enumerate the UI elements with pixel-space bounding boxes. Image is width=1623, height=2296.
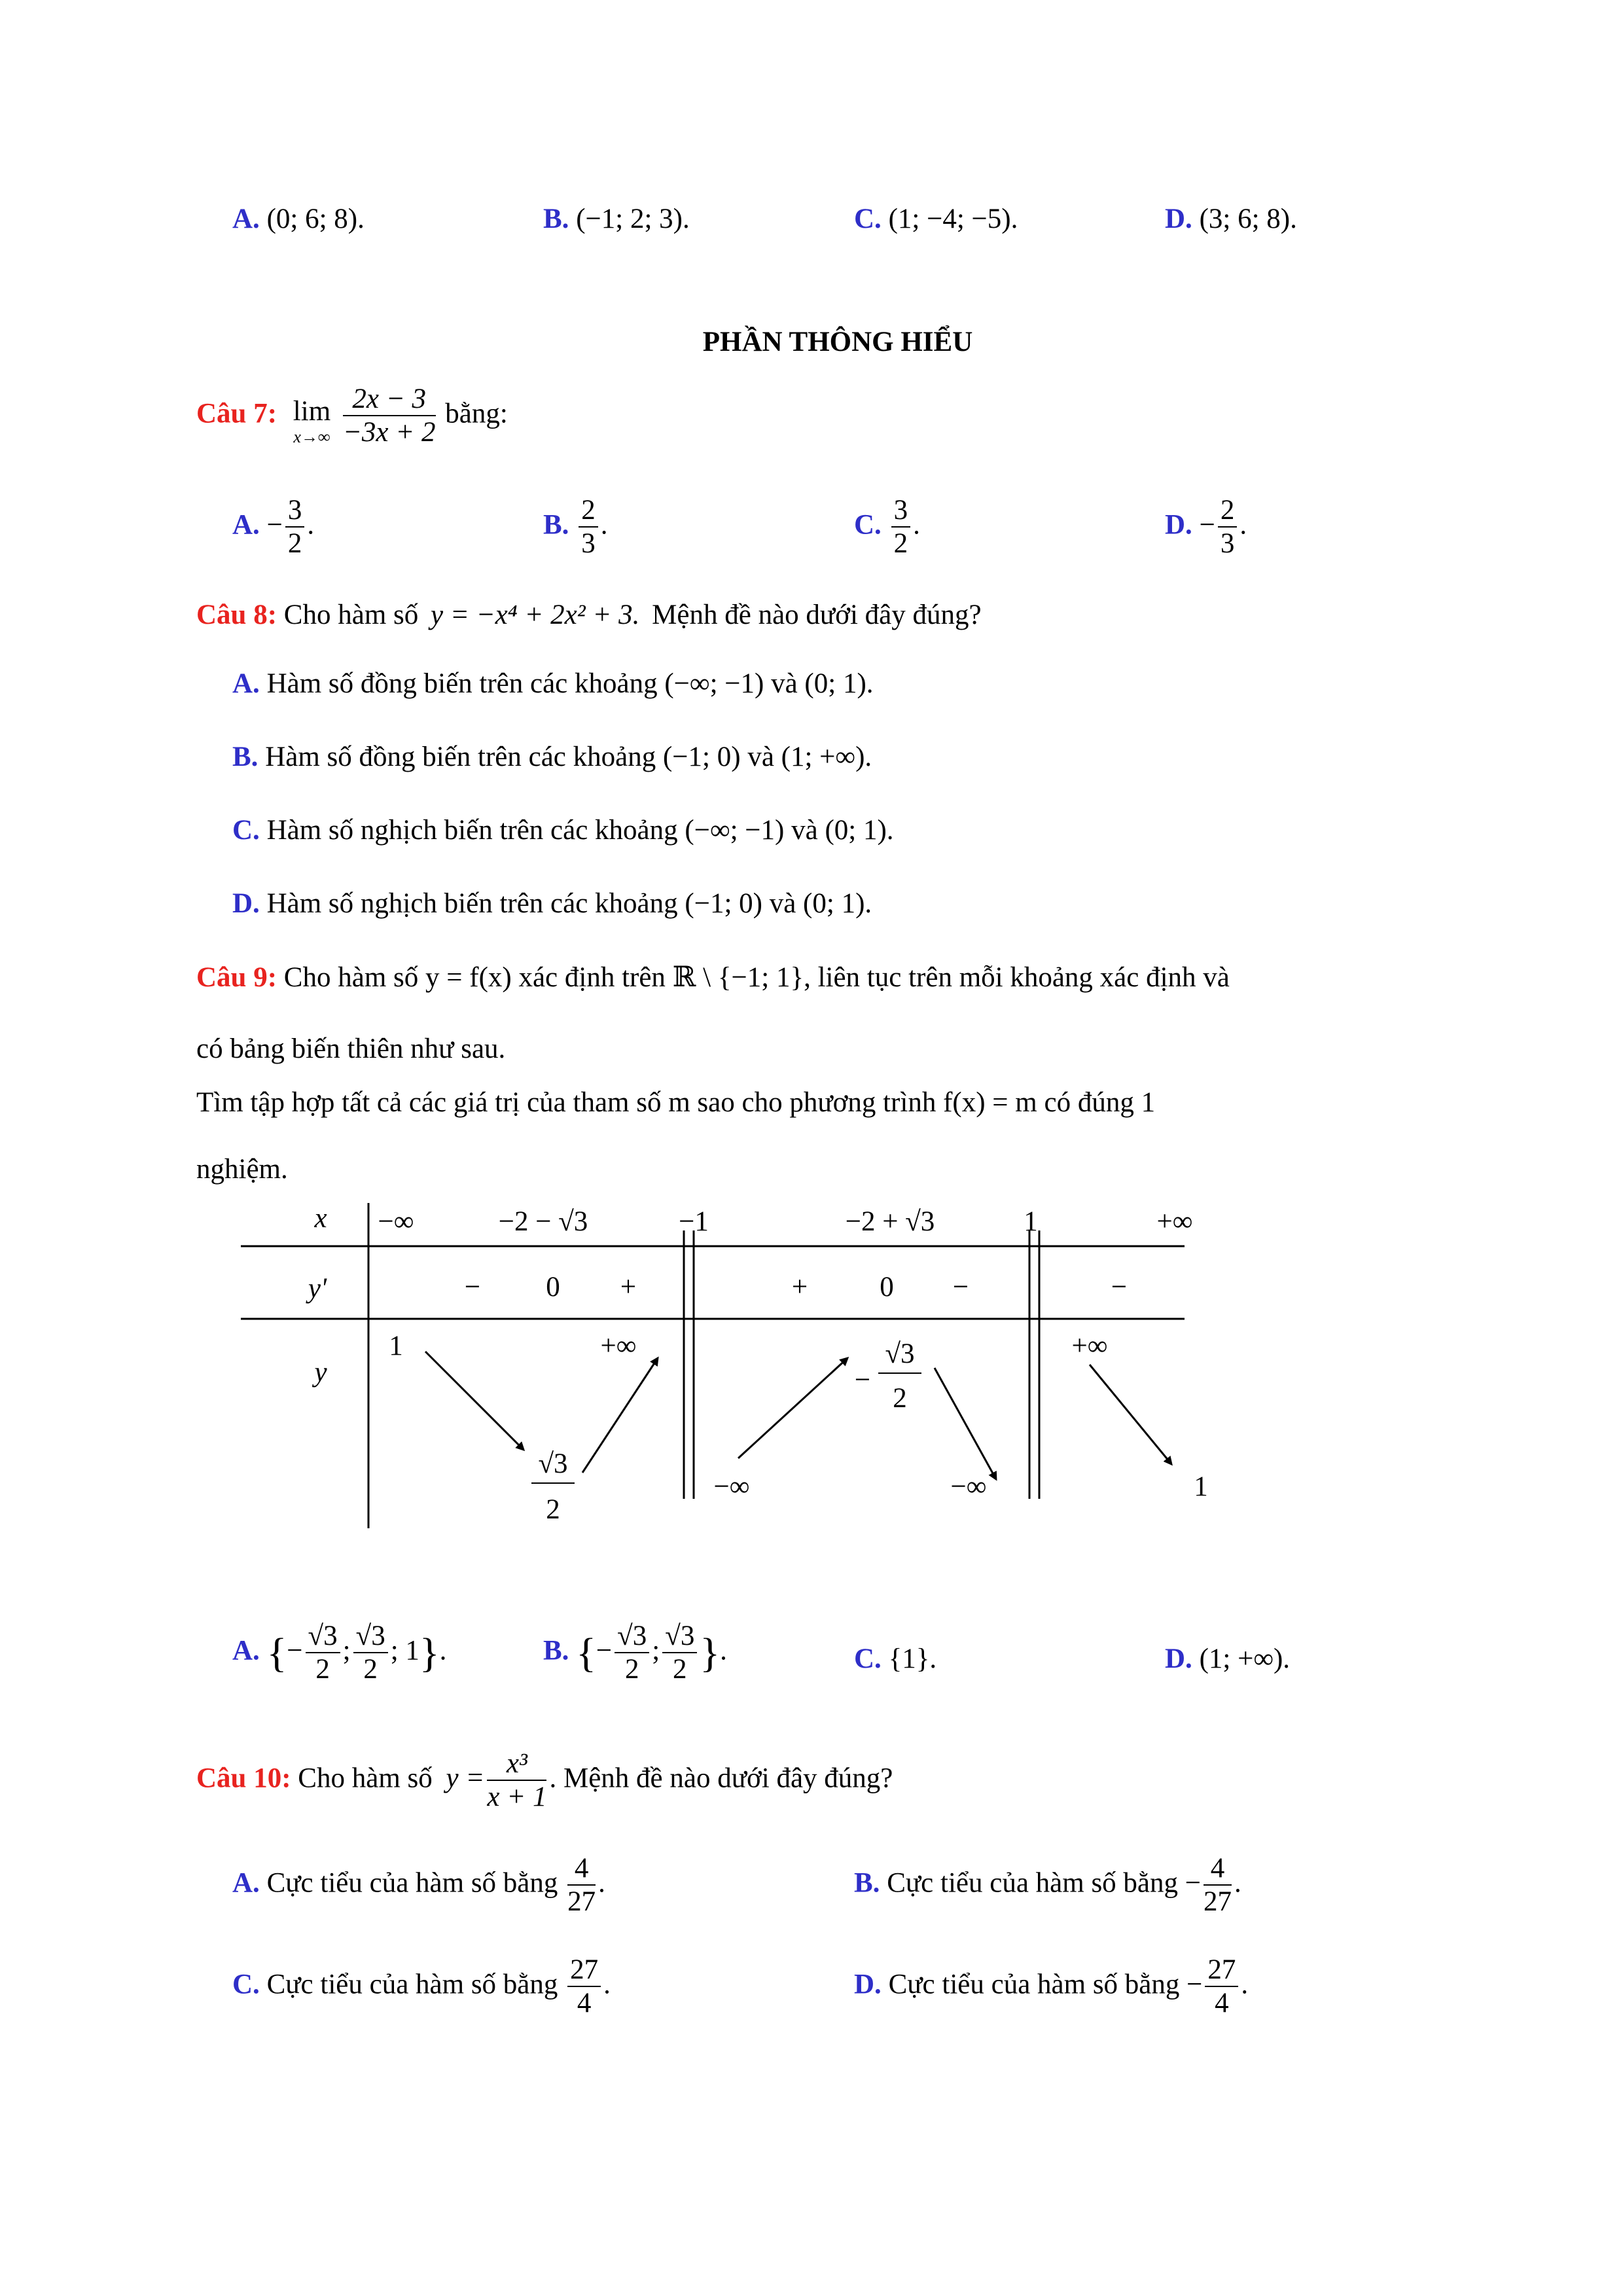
q6-option-b-label: B.: [543, 204, 569, 234]
q9-option-a-end: .: [439, 1635, 447, 1666]
q9-option-a-rbrace: }: [419, 1629, 440, 1676]
q9-option-a-d2: 2: [363, 1654, 378, 1685]
q7-lim-sub: x→∞: [293, 427, 330, 447]
q9-option-b-n2: √3: [662, 1620, 697, 1653]
q10-option-c[interactable]: C. Cực tiểu của hàm số bằng $\frac{27}{4}$ .: [232, 1954, 611, 2019]
q7-option-b-end: .: [600, 509, 608, 541]
yp-val-4: +: [791, 1272, 808, 1302]
q9-option-b-rbrace: }: [700, 1629, 721, 1676]
q6-option-c-label: C.: [854, 204, 882, 234]
y-min-num: √3: [538, 1448, 568, 1479]
q8-text: Cho hàm số: [283, 600, 419, 630]
arrow-down-3: [1090, 1365, 1171, 1464]
q10-option-c-label: C.: [232, 1969, 260, 2000]
q9-option-b-n1: √3: [615, 1620, 649, 1653]
q9-line4: nghiệm.: [196, 1154, 288, 1185]
q9-option-a-extra: ; 1: [390, 1635, 419, 1666]
q10-label: Câu 10:: [196, 1763, 291, 1794]
row-label-yprime: y': [308, 1273, 327, 1304]
q10-option-b-sign: −: [1185, 1867, 1202, 1899]
q10-option-a-label: A.: [232, 1867, 260, 1899]
q8-option-a-label: A.: [232, 668, 260, 699]
q10-option-b-num: 4: [1204, 1852, 1232, 1886]
q10-option-c-den: 4: [577, 1988, 592, 2019]
q7-option-a-label: A.: [232, 509, 260, 541]
row-label-x: x: [314, 1203, 327, 1234]
q7-option-a-num: 3: [285, 494, 305, 528]
q8-label: Câu 8:: [196, 600, 277, 630]
q7-option-a-den: 2: [287, 528, 302, 560]
q9-option-b-sign: −: [596, 1635, 613, 1666]
q9-line3: Tìm tập hợp tất cả các giá trị của tham số m sao cho phương trình f(x) = m có đúng 1: [196, 1087, 1156, 1118]
q10-fraction: [487, 1748, 546, 1814]
q9-label: Câu 9:: [196, 962, 277, 993]
q7-option-d-end: .: [1240, 509, 1247, 541]
q10-option-b[interactable]: B. Cực tiểu của hàm số bằng − $\frac{4}{27}$ .: [854, 1853, 1241, 1918]
q7-option-b-num: 2: [579, 494, 598, 528]
q10-option-d-frac: [1205, 1954, 1238, 2020]
q10-option-a-text: Cực tiểu của hàm số bằng: [266, 1867, 558, 1899]
q10-option-b-label: B.: [854, 1867, 880, 1899]
q10-option-d-num: 27: [1205, 1954, 1238, 1987]
q9-option-b-frac1: [615, 1620, 649, 1686]
q10-option-a-num: 4: [567, 1852, 596, 1886]
q9-line2: có bảng biến thiên như sau.: [196, 1033, 506, 1064]
q10-option-b-den: 27: [1204, 1886, 1232, 1918]
arrow-down-2: [935, 1368, 996, 1479]
q10-option-d-den: 4: [1215, 1988, 1229, 2019]
yp-val-2: 0: [546, 1272, 560, 1302]
y-max-sign: −: [854, 1365, 871, 1395]
q8-option-c-label: C.: [232, 815, 260, 846]
q6-option-d-text: (3; 6; 8).: [1199, 204, 1297, 234]
q9-option-a-sign: −: [287, 1635, 303, 1666]
x-val-6: +∞: [1156, 1206, 1193, 1237]
q9-option-d[interactable]: [1165, 1643, 1290, 1675]
x-val-3: −1: [679, 1206, 709, 1237]
q10-option-a-den: 27: [567, 1886, 596, 1918]
q9-option-a-label: A.: [232, 1635, 260, 1666]
q8-option-b-label: B.: [232, 742, 259, 772]
y-plus-inf-2: +∞: [1071, 1331, 1108, 1361]
q10-option-d[interactable]: D. Cực tiểu của hàm số bằng − $\frac{27}{4}$ .: [854, 1954, 1249, 2019]
yp-val-5: 0: [880, 1272, 894, 1302]
arrow-up-1: [582, 1358, 658, 1473]
q7-option-d-num: 2: [1218, 494, 1238, 528]
q10-option-c-text: Cực tiểu của hàm số bằng: [266, 1969, 558, 2000]
q7-option-c-end: .: [913, 509, 920, 541]
y-min-den: 2: [546, 1494, 560, 1525]
q10-option-c-frac: [567, 1954, 601, 2020]
q9-option-b[interactable]: B. {− $\frac{√3}{2}$ ; $\frac{√3}{2}$ }.: [543, 1621, 727, 1685]
q9-option-a-lbrace: {: [266, 1629, 287, 1676]
q7-option-a-end: .: [307, 509, 315, 541]
q6-option-c-text: (1; −4; −5).: [888, 204, 1018, 234]
q9-option-c-text: {1}.: [888, 1643, 937, 1674]
q9-option-b-d1: 2: [624, 1654, 639, 1685]
x-val-5: 1: [1024, 1206, 1038, 1237]
q7-denominator: −3x + 2: [342, 417, 436, 448]
q7-option-d-sign: −: [1199, 509, 1215, 541]
q7-option-c-den: 2: [893, 528, 908, 560]
q6-option-d-label: D.: [1165, 204, 1192, 234]
q7-option-c-num: 3: [891, 494, 911, 528]
q8-formula: y = −x⁴ + 2x² + 3.: [431, 600, 640, 630]
q8-option-a-text: Hàm số đồng biến trên các khoảng (−∞; −1) và (0; 1).: [266, 668, 874, 699]
q10-denominator: x + 1: [487, 1782, 547, 1813]
yp-val-1: −: [464, 1272, 481, 1302]
q7-option-d-den: 3: [1220, 528, 1235, 560]
q10-option-a-frac: [567, 1852, 596, 1918]
q9-option-b-end: .: [720, 1635, 727, 1666]
q7-lim: lim: [293, 395, 331, 427]
arrow-up-2: [738, 1358, 847, 1458]
yp-val-3: +: [620, 1272, 637, 1302]
q10-text: Cho hàm số: [298, 1763, 433, 1794]
q9-option-a[interactable]: A. {− $\frac{√3}{2}$ ; $\frac{√3}{2}$ ; 1}.: [232, 1621, 447, 1685]
y-start: 1: [389, 1331, 403, 1361]
x-val-2: −2 − √3: [498, 1206, 588, 1237]
q7-numerator: 2x − 3: [343, 383, 436, 416]
q6-option-b-text: (−1; 2; 3).: [576, 204, 690, 234]
q9-option-b-d2: 2: [673, 1654, 687, 1685]
q9-option-b-lbrace: {: [576, 1629, 596, 1676]
q9-option-a-n1: √3: [306, 1620, 340, 1653]
q10-option-d-sign: −: [1186, 1969, 1203, 2000]
q10-numerator: x³: [487, 1748, 546, 1781]
q8-option-d-text: Hàm số nghịch biến trên các khoảng (−1; 0) và (0; 1).: [266, 888, 872, 919]
q7-label: Câu 7:: [196, 398, 277, 429]
q10-option-a[interactable]: A. Cực tiểu của hàm số bằng $\frac{4}{27}$ .: [232, 1853, 605, 1918]
q7-tail: bằng:: [445, 398, 508, 429]
y-max-num: √3: [885, 1338, 915, 1369]
x-val-4: −2 + √3: [845, 1206, 935, 1237]
y-plus-inf-1: +∞: [600, 1331, 637, 1361]
q7-option-b-den: 3: [581, 528, 596, 560]
row-label-y: y: [314, 1357, 327, 1388]
q9-option-c[interactable]: [854, 1643, 936, 1675]
y-end: 1: [1194, 1471, 1208, 1502]
q9-text-1: Cho hàm số y = f(x) xác định trên ℝ \ {−1; 1}, liên tục trên mỗi khoảng xác định và: [283, 962, 1230, 993]
arrow-down-1: [425, 1352, 524, 1450]
yp-val-6: −: [952, 1272, 969, 1302]
q6-option-a-text: (0; 6; 8).: [266, 204, 365, 234]
q9-option-d-label: D.: [1165, 1643, 1192, 1674]
q9-option-a-frac2: [353, 1620, 388, 1686]
y-minus-inf-1: −∞: [713, 1471, 750, 1502]
yp-val-7: −: [1111, 1272, 1128, 1302]
q10-option-c-num: 27: [567, 1954, 601, 1987]
q8-option-c-text: Hàm số nghịch biến trên các khoảng (−∞; −1) và (0; 1).: [266, 815, 894, 846]
q10-option-d-label: D.: [854, 1969, 882, 2000]
x-val-1: −∞: [378, 1206, 414, 1237]
q7-option-a-sign: −: [266, 509, 283, 541]
q10-stem: [196, 1748, 893, 1814]
q9-option-a-d1: 2: [315, 1654, 330, 1685]
q9-option-b-label: B.: [543, 1635, 569, 1666]
q9-option-a-frac1: [306, 1620, 340, 1686]
q10-option-b-text: Cực tiểu của hàm số bằng: [887, 1867, 1179, 1899]
q9-option-d-text: (1; +∞).: [1199, 1643, 1291, 1674]
q9-option-a-n2: √3: [353, 1620, 388, 1653]
q8-option-b-text: Hàm số đồng biến trên các khoảng (−1; 0) và (1; +∞).: [265, 742, 872, 772]
y-max-den: 2: [893, 1383, 907, 1414]
q10-option-b-frac: [1204, 1852, 1232, 1918]
q8-option-d-label: D.: [232, 888, 260, 919]
q7-option-b-label: B.: [543, 509, 569, 541]
q10-y: y =: [446, 1763, 485, 1794]
q9-option-b-frac2: [662, 1620, 697, 1686]
y-minus-inf-2: −∞: [950, 1471, 987, 1502]
q6-option-a-label: A.: [232, 204, 260, 234]
q9-option-c-label: C.: [854, 1643, 882, 1674]
section-title: PHẦN THÔNG HIỂU: [702, 327, 973, 357]
q7-option-c-label: C.: [854, 509, 882, 541]
q8-tail: Mệnh đề nào dưới đây đúng?: [652, 600, 982, 630]
q7-option-d-label: D.: [1165, 509, 1192, 541]
q10-tail: . Mệnh đề nào dưới đây đúng?: [549, 1763, 893, 1794]
q10-option-d-text: Cực tiểu của hàm số bằng: [888, 1969, 1180, 2000]
